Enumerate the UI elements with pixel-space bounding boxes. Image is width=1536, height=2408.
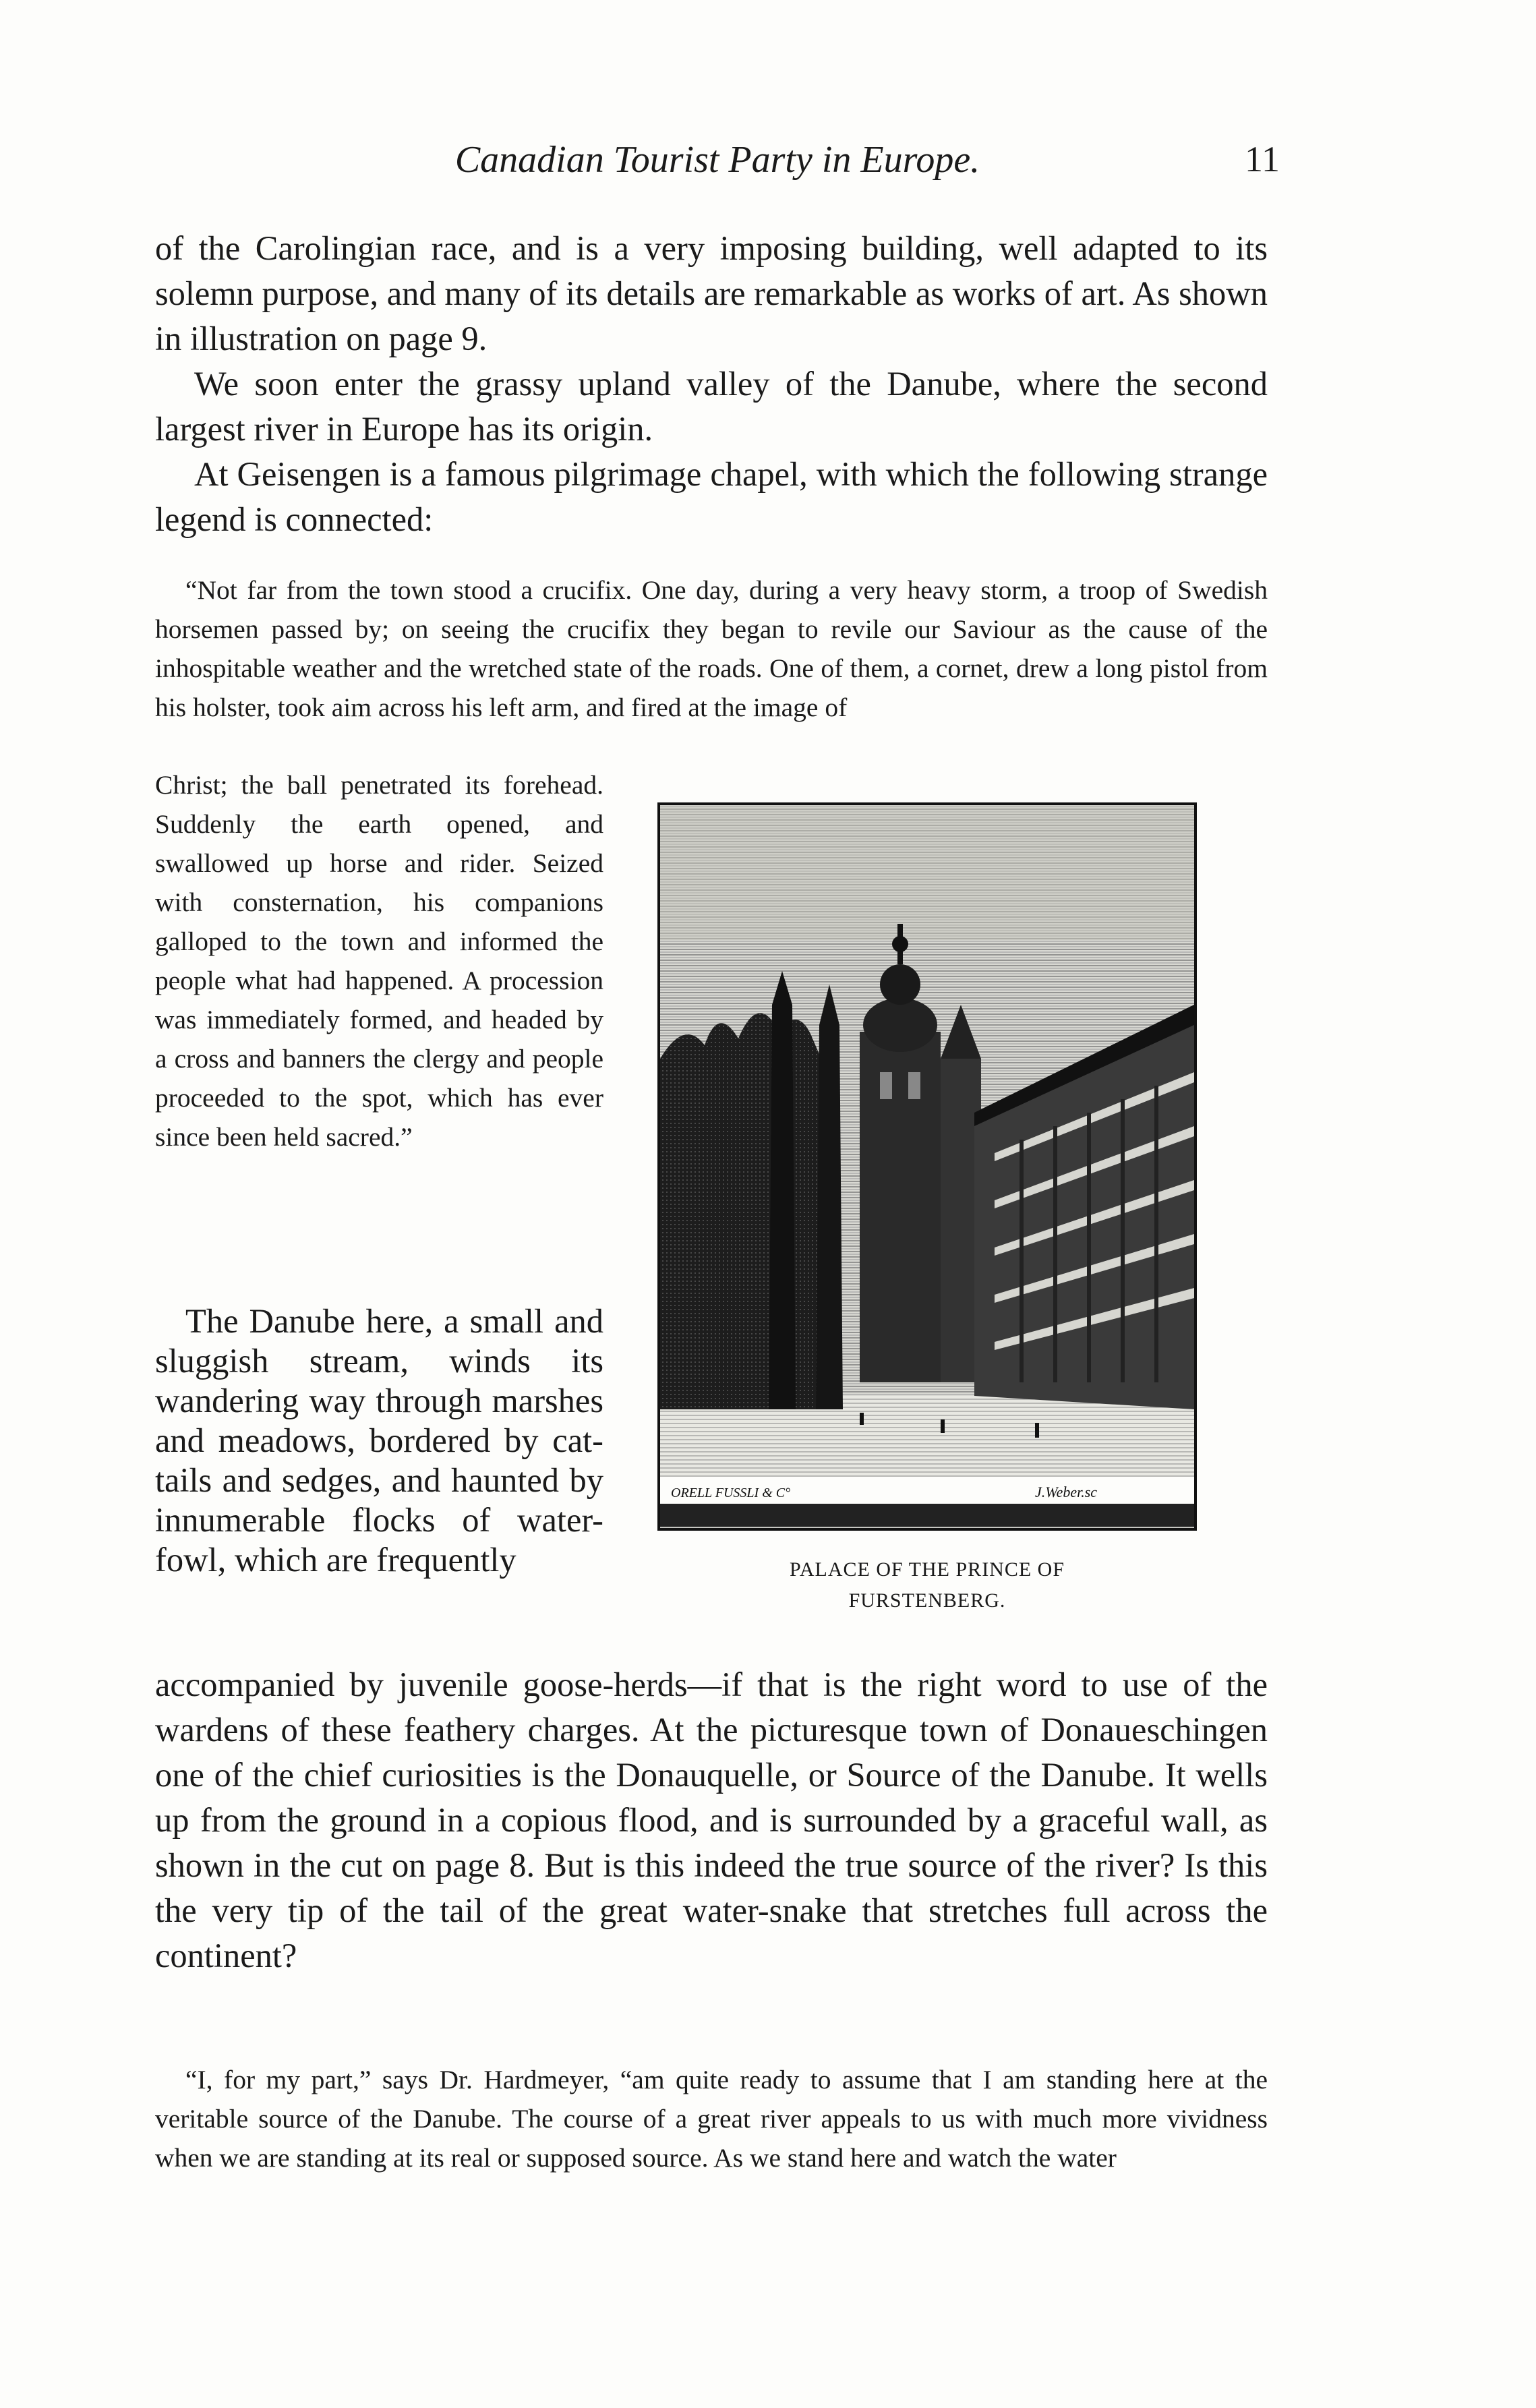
paragraph-danube-valley: We soon enter the grassy upland valley of the Danube, where the second largest river in Europe has its origin.	[155, 365, 1268, 448]
hardmeyer-quote	[155, 2060, 1268, 2177]
running-head	[155, 138, 1280, 185]
engraver-credit-left: ORELL FUSSLI & C°	[671, 1486, 791, 1500]
paragraph-geisengen: At Geisengen is a famous pilgrimage chapel, with which the following strange legend is connected:	[155, 455, 1268, 538]
legend-quote-full-width	[155, 570, 1268, 727]
palace-engraving	[657, 802, 1197, 1531]
caption-line-2: FURSTENBERG.	[848, 1589, 1006, 1612]
danube-continued	[155, 1662, 1268, 1978]
caption-line-1: PALACE OF THE PRINCE OF	[789, 1558, 1065, 1581]
danube-column	[155, 1301, 603, 1580]
legend-quote-column-text: Christ; the ball penetrated its forehead. Suddenly the earth opened, and swallowed up horse and rider. Seized with consternation, his companions galloped to the town and informed the people what had happened. A procession was immediately formed, and headed by a cross and banners the clergy and people proceeded to the spot, which has ever since been held sacred.”	[155, 770, 603, 1152]
opening-paragraphs	[155, 226, 1268, 542]
hardmeyer-quote-text: “I, for my part,” says Dr. Hardmeyer, “am quite ready to assume that I am standing here at the veritable source of the Danube. The course of a great river appeals to us with much more vividness when we are standing at its real or supposed source. As we stand here and watch the water	[155, 2065, 1268, 2173]
page-number: 11	[1245, 139, 1280, 179]
legend-quote-column	[155, 765, 603, 1156]
danube-column-text: The Danube here, a small and sluggish stream, winds its wandering way through marshes and meadows, bordered by cat-tails and sedges, and haunted by innumerable flocks of water-fowl, which are frequently	[155, 1302, 603, 1579]
engraver-credit-right: J.Weber.sc	[1035, 1484, 1098, 1500]
legend-quote-text: “Not far from the town stood a crucifix. One day, during a very heavy storm, a troop of Swedish horsemen passed by; on seeing the crucifix they began to revile our Saviour as the cause of the inhospitable weather and the wretched state of the roads. One of them, a cornet, drew a long pistol from his holster, took aim across his left arm, and fired at the image of	[155, 575, 1268, 722]
running-title: Canadian Tourist Party in Europe.	[454, 139, 980, 181]
engraving-illustration	[657, 802, 1197, 1531]
paragraph-carolingian: of the Carolingian race, and is a very imposing building, well adapted to its solemn purpose, and many of its details are remarkable as works of art. As shown in illustration on page 9.	[155, 229, 1268, 357]
danube-continued-text: accompanied by juvenile goose-herds—if that is the right word to use of the wardens of these feathery charges. At the picturesque town of Donaueschingen one of the chief curiosities is the Donauquelle, or Source of the Danube. It wells up from the ground in a copious flood, and is surrounded by a graceful wall, as shown in the cut on page 8. But is this indeed the true source of the river? Is this the very tip of the tail of the great water-snake that stretches full across the continent?	[155, 1666, 1268, 1974]
figure-caption	[657, 1554, 1197, 1616]
